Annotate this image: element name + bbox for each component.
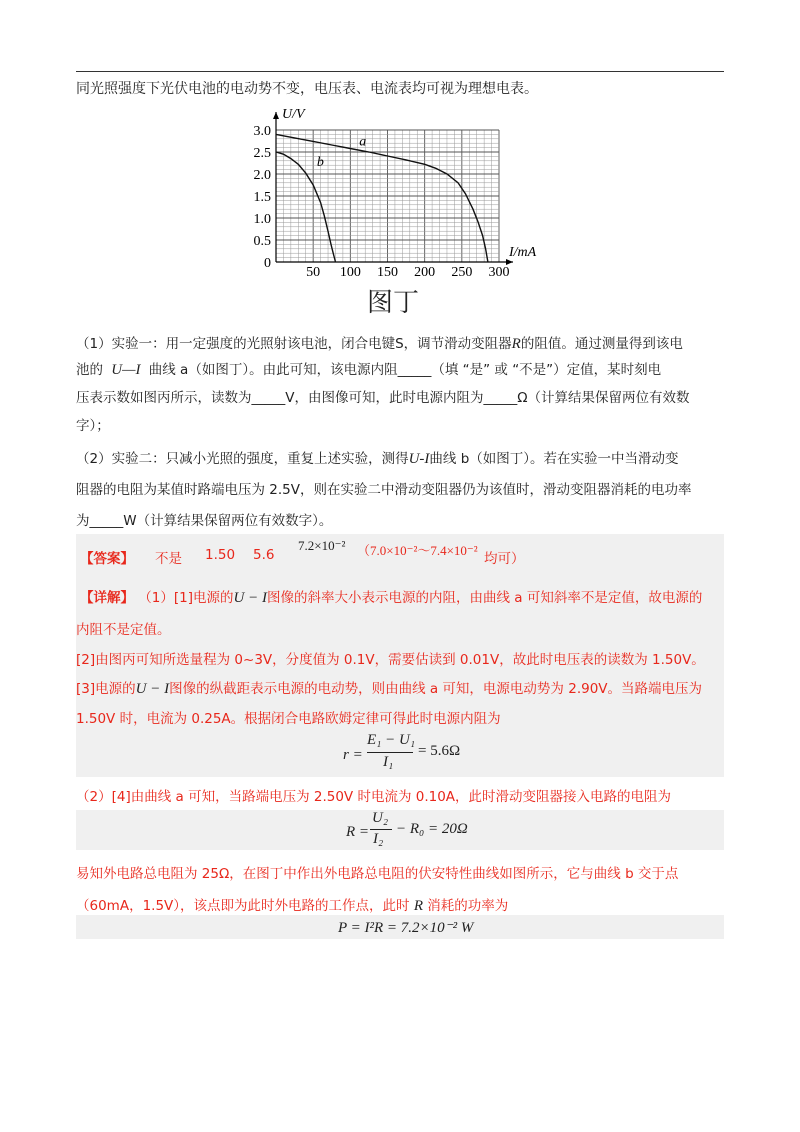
x-tick-label: 150 (377, 265, 398, 280)
eq1-rhs: = 5.6Ω (418, 743, 461, 759)
y-tick-label: 1.5 (253, 190, 271, 205)
answer-4-tail: 均可） (484, 551, 525, 567)
q1-text-d: 曲线 a（如图丁）。由此可知，该电源内阻_____（填 “是” 或 “不是”）定值，某时刻电 (148, 362, 662, 378)
y-tick-label: 0 (264, 256, 271, 271)
q1-text-c: 池的 (76, 362, 103, 378)
x-tick-label: 300 (488, 265, 510, 280)
eq1-bar (367, 752, 413, 753)
eq2-bar (370, 829, 392, 830)
answer-1: 不是 (155, 551, 182, 567)
detail-var-R: R (413, 898, 423, 914)
detail-p3 (76, 677, 702, 698)
x-axis-label: I/mA (509, 245, 537, 260)
q1-text-b: 的阻值。通过测量得到该电 (520, 336, 683, 352)
detail-ui-1: U − I (233, 590, 267, 606)
y-tick-label: 0.5 (253, 234, 271, 249)
detail-p6-b: 消耗的功率为 (427, 898, 509, 914)
eq2-den: I₂ (373, 831, 384, 847)
detail-p1-b: 图像的斜率大小表示电源的内阻，由曲线 a 可知斜率不是定值，故电源的 (266, 590, 703, 606)
detail-p1c: 内阻不是定值。 (76, 622, 171, 638)
chart-axes (273, 107, 537, 265)
y-axis-arrow (273, 112, 279, 119)
eq1-num: E₁ − U₁ (367, 732, 416, 748)
q1-line4: 字）； (76, 418, 110, 434)
detail-p6-a: （60mA，1.5V），该点即为此时外电路的工作点，此时 (76, 898, 410, 914)
detail-label: 【详解】 (80, 590, 134, 606)
series-label-b: b (316, 155, 324, 171)
q1-line1 (76, 332, 683, 353)
q2-text-a: （2）实验二：只减小光照的强度，重复上述实验，测得 (76, 451, 409, 467)
var-R: R (511, 336, 521, 352)
detail-p3-a: [3]电源的 (76, 681, 136, 697)
detail-p3-b: 图像的纵截距表示电源的电动势，则由曲线 a 可知，电源电动势为 2.90V。当路端电压为 (169, 681, 703, 697)
eq2-rhs: − R₀ = 20Ω (396, 821, 468, 837)
chart-grid (276, 130, 499, 262)
x-tick-label: 250 (451, 265, 473, 280)
eq2-lhs: R = (346, 824, 370, 840)
y-axis-label: U/V (282, 107, 305, 122)
answer-2: 1.50 (205, 547, 236, 563)
q1-line3: 压表示数如图丙所示，读数为_____V，由图像可知，此时电源内阻为_____Ω（计算结果保留两位有效数 (76, 390, 690, 406)
eq1-den: I₁ (383, 754, 394, 770)
answer-4: 7.2×10⁻² (298, 538, 346, 553)
detail-p6 (76, 894, 508, 915)
intro-line: 同光照强度下光伏电池的电动势不变，电压表、电流表均可视为理想电表。 (76, 81, 538, 97)
detail-p4: （2）[4]由曲线 a 可知，当路端电压为 2.50V 时电流为 0.10A，此时滑动变阻器接入电路的电阻为 (76, 789, 672, 805)
eq1-lhs: r = (343, 747, 363, 763)
answer-4-range: （7.0×10⁻²～7.4×10⁻² (357, 543, 478, 558)
answer-3: 5.6 (253, 547, 275, 563)
detail-p5: 易知外电路总电阻为 25Ω，在图丁中作出外电路总电阻的伏安特性曲线如图所示，它与曲线 b 交于点 (76, 866, 679, 882)
y-tick-label: 2.5 (253, 146, 271, 161)
y-tick-label: 1.0 (253, 212, 271, 227)
var-UI: U—I (111, 362, 141, 378)
q1-line2 (76, 358, 661, 379)
q2-line3: 为_____W（计算结果保留两位有效数字）。 (76, 513, 333, 529)
equation-3: P = I²R = 7.2×10⁻² W (338, 920, 474, 936)
header-rule (76, 71, 724, 72)
q2-text-b: 曲线 b（如图丁）。若在实验一中当滑动变 (429, 451, 679, 467)
detail-p2: [2]由图丙可知所选量程为 0~3V，分度值为 0.1V，需要估读到 0.01V，故此时电压表的读数为 1.50V。 (76, 652, 705, 668)
series-label-a: a (359, 134, 367, 150)
q2-line2: 阻器的电阻为某值时路端电压为 2.5V，则在实验二中滑动变阻器仍为该值时，滑动变阻器消耗的电功率 (76, 482, 692, 498)
x-tick-label: 200 (414, 265, 436, 280)
chart-series (276, 134, 488, 262)
x-tick-label: 100 (339, 265, 361, 280)
y-tick-label: 3.0 (253, 124, 271, 139)
x-tick-label: 50 (306, 265, 321, 280)
q1-text-a: （1）实验一：用一定强度的光照射该电池，闭合电键S，调节滑动变阻器 (76, 336, 512, 352)
detail-ui-2: U − I (135, 681, 170, 697)
y-tick-label: 2.0 (253, 168, 271, 183)
var-UI-2: U-I (408, 451, 430, 467)
answer-label: 【答案】 (80, 551, 134, 567)
q2-line1 (76, 447, 679, 468)
figure-caption: 图丁 (367, 288, 420, 318)
series-line-a (276, 134, 488, 262)
detail-p1-a: （1）[1]电源的 (138, 590, 234, 606)
detail-p3c: 1.50V 时，电流为 0.25A。根据闭合电路欧姆定律可得此时电源内阻为 (76, 711, 501, 727)
detail-p1 (80, 586, 702, 607)
eq2-num: U₂ (372, 810, 389, 826)
